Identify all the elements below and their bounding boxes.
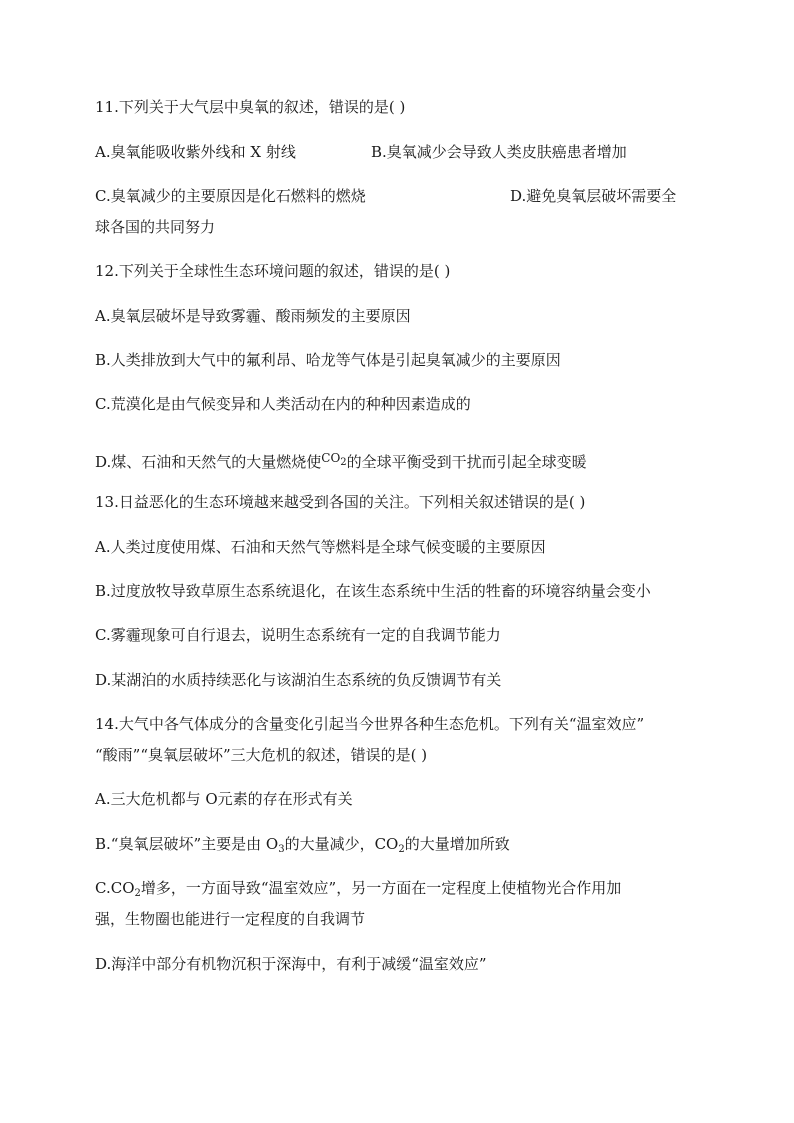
q12-option-c: C.荒漠化是由气候变异和人类活动在内的种种因素造成的 bbox=[95, 395, 471, 413]
q12-stem: 12.下列关于全球性生态环境问题的叙述，错误的是( ) bbox=[95, 262, 451, 280]
q14-option-b bbox=[95, 834, 510, 860]
q13-option-d: D.某湖泊的水质持续恶化与该湖泊生态系统的负反馈调节有关 bbox=[95, 671, 502, 689]
co2-subscript: 2 bbox=[134, 888, 141, 899]
q14-b-part1: B.“臭氧层破坏”主要是由 O bbox=[95, 835, 279, 853]
q12-option-d-suffix: 的全球平衡受到干扰而引起全球变暖 bbox=[346, 453, 587, 471]
q14-b-part2: 的大量减少，CO bbox=[284, 835, 399, 853]
q14-option-c bbox=[95, 878, 621, 904]
q13-stem: 13.日益恶化的生态环境越来越受到各国的关注。下列相关叙述错误的是( ) bbox=[95, 493, 586, 511]
q14-stem-continued: “酸雨”“臭氧层破坏”三大危机的叙述，错误的是( ) bbox=[95, 746, 428, 764]
q11-option-d-continued: 球各国的共同努力 bbox=[95, 218, 216, 236]
q14-b-part3: 的大量增加所致 bbox=[404, 835, 510, 853]
q11-stem: 11.下列关于大气层中臭氧的叙述，错误的是( ) bbox=[95, 98, 406, 116]
q11-option-c: C.臭氧减少的主要原因是化石燃料的燃烧 bbox=[95, 187, 366, 205]
q13-option-a: A.人类过度使用煤、石油和天然气等燃料是全球气候变暖的主要原因 bbox=[95, 538, 546, 556]
q12-option-a: A.臭氧层破坏是导致雾霾、酸雨频发的主要原因 bbox=[95, 307, 411, 325]
co2-letters: CO bbox=[321, 451, 341, 465]
co2-formula bbox=[321, 451, 347, 468]
q14-option-d: D.海洋中部分有机物沉积于深海中，有利于减缓“温室效应” bbox=[95, 955, 487, 973]
q12-option-d-prefix: D.煤、石油和天然气的大量燃烧使 bbox=[95, 453, 322, 471]
q14-c-part2: 增多，一方面导致“温室效应”，另一方面在一定程度上使植物光合作用加 bbox=[140, 879, 622, 897]
co2-subscript: 2 bbox=[340, 457, 347, 468]
co2-subscript: 2 bbox=[398, 844, 405, 855]
q11-option-a: A.臭氧能吸收紫外线和 X 射线 bbox=[95, 143, 296, 161]
q12-option-d bbox=[95, 448, 587, 473]
o3-subscript: 3 bbox=[278, 844, 285, 855]
q11-option-b: B.臭氧减少会导致人类皮肤癌患者增加 bbox=[371, 143, 627, 161]
q11-option-d: D.避免臭氧层破坏需要全 bbox=[510, 187, 677, 205]
q12-option-b: B.人类排放到大气中的氟利昂、哈龙等气体是引起臭氧减少的主要原因 bbox=[95, 351, 561, 369]
q14-stem: 14.大气中各气体成分的含量变化引起当今世界各种生态危机。下列有关“温室效应” bbox=[95, 715, 645, 733]
q14-option-c-continued: 强，生物圈也能进行一定程度的自我调节 bbox=[95, 910, 366, 928]
q13-option-c: C.雾霾现象可自行退去，说明生态系统有一定的自我调节能力 bbox=[95, 626, 501, 644]
q13-option-b: B.过度放牧导致草原生态系统退化，在该生态系统中生活的牲畜的环境容纳量会变小 bbox=[95, 582, 651, 600]
q14-c-part1: C.CO bbox=[95, 879, 135, 897]
q14-option-a: A.三大危机都与 O元素的存在形式有关 bbox=[95, 790, 353, 808]
